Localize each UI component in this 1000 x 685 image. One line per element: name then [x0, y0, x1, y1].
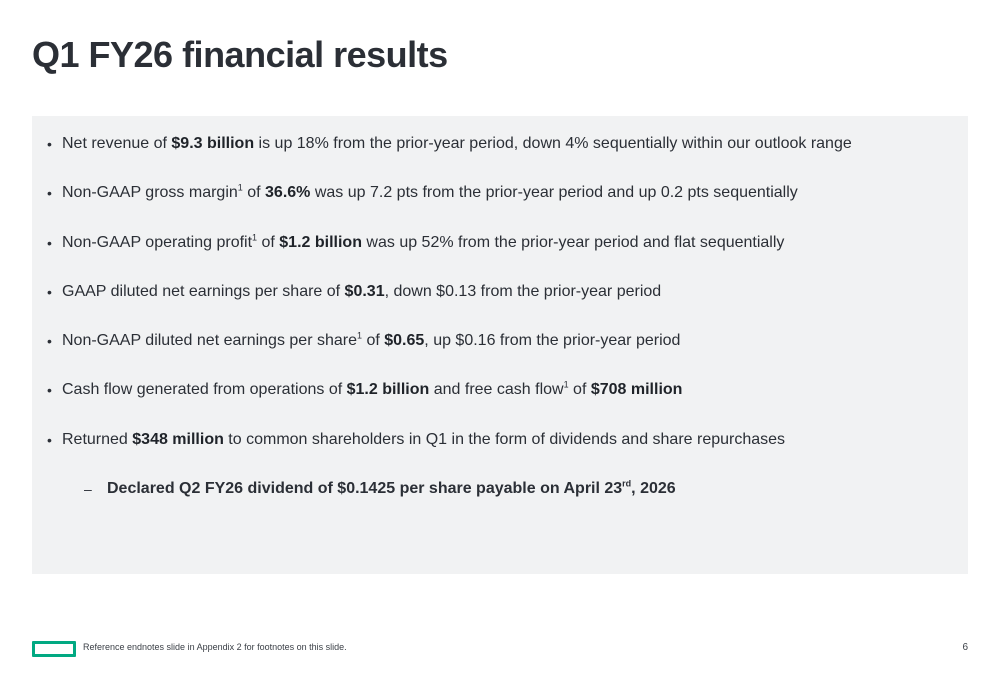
bullet-gross-margin: • Non-GAAP gross margin$^1$ of 36.6% was up 7.2 pts from the prior-year period and up 0.2 pts sequentially: [47, 182, 798, 202]
bullet-dot-icon: •: [47, 234, 52, 251]
page-number: 6: [962, 642, 968, 653]
bullet-cash-flow: • Cash flow generated from operations of $1.2 billion and free cash flow$^1$ of $708 million: [47, 380, 683, 399]
hpe-logo-icon: [32, 641, 76, 657]
bullet-gaap-eps: • GAAP diluted net earnings per share of $0.31, down $0.13 from the prior-year period: [47, 282, 662, 300]
bullet-operating-profit: • Non-GAAP operating profit$^1$ of $1.2 billion was up 52% from the prior-year period and flat sequentially: [47, 232, 785, 251]
bullet-non-gaap-eps: • Non-GAAP diluted net earnings per share$^1$ of $0.65, up $0.16 from the prior-year period: [47, 330, 681, 350]
slide-title: Q1 FY26 financial results: [32, 34, 448, 75]
content-panel: [32, 116, 968, 574]
bullet-net-revenue: • Net revenue of $9.3 billion is up 18% from the prior-year period, down 4% sequentially within our outlook range: [47, 135, 852, 152]
bullet-dot-icon: •: [47, 136, 52, 152]
bullet-dot-icon: •: [47, 382, 52, 399]
footer-note: Reference endnotes slide in Appendix 2 for footnotes on this slide.: [83, 642, 347, 652]
sub-bullet-dividend: – Declared Q2 FY26 dividend of $0.1425 per share payable on April 23rd, 2026: [84, 478, 676, 498]
bullet-dot-icon: •: [47, 333, 52, 350]
bullet-dot-icon: •: [47, 283, 52, 300]
bullet-list: [32, 134, 968, 528]
bullet-dot-icon: •: [47, 431, 52, 448]
dash-icon: –: [84, 481, 92, 498]
bullet-dot-icon: •: [47, 185, 52, 202]
bullet-shareholder-return: • Returned $348 million to common shareholders in Q1 in the form of dividends and share repurchases: [47, 430, 786, 448]
